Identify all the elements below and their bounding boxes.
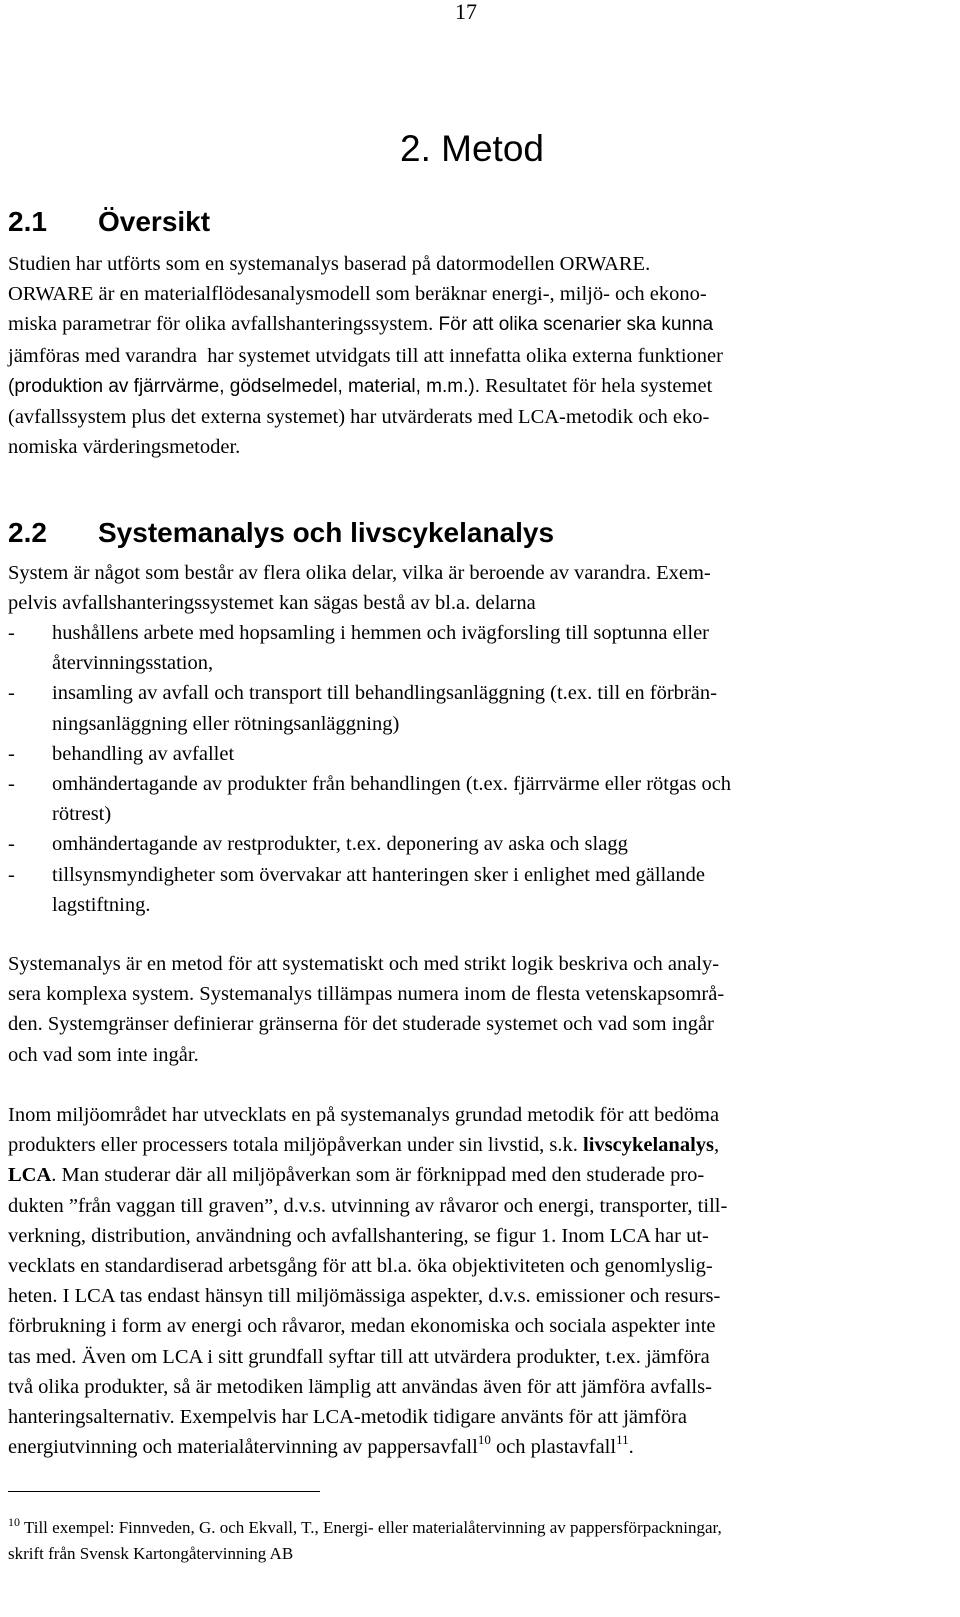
text-line: produkters eller processers totala miljöpåverkan under sin livstid, s.k. <box>8 1134 584 1157</box>
list-item <box>8 860 938 920</box>
text-line: Resultatet för hela systemet <box>480 374 713 397</box>
text-line: Studien har utförts som en systemanalys baserad på datormodellen ORWARE. <box>8 253 651 275</box>
text-line: pelvis avfallshanteringssystemet kan sägas bestå av bl.a. delarna <box>8 592 536 615</box>
list-dash: - <box>8 742 15 765</box>
list-item <box>8 678 938 738</box>
text-line: två olika produkter, så är metodiken lämplig att användas även för att jämföra avfalls- <box>8 1375 712 1398</box>
list-item <box>8 829 938 859</box>
text-line: . Man studerar där all miljöpåverkan som är förknippad med den studerade pro- <box>51 1164 705 1187</box>
system-parts-list <box>8 618 938 920</box>
page-number: 17 <box>455 0 477 24</box>
text-line: verkning, distribution, användning och avfallshantering, se figur 1. Inom LCA har ut- <box>8 1224 709 1247</box>
text-line: och vad som inte ingår. <box>8 1043 199 1066</box>
text-line: . <box>628 1436 634 1459</box>
text-line: nomiska värderingsmetoder. <box>8 436 241 459</box>
list-dash: - <box>8 622 15 644</box>
list-item-text: insamling av avfall och transport till behandlingsanläggning (t.ex. till en förbrän- <box>52 682 717 705</box>
text-line: ORWARE är en materialflödesanalysmodell som beräknar energi-, miljö- och ekono- <box>8 283 707 306</box>
list-item <box>8 769 938 829</box>
list-item <box>8 739 938 769</box>
section-title: Översikt <box>98 206 211 237</box>
section-number: 2.2 <box>8 517 47 548</box>
footnote-separator <box>8 1491 320 1492</box>
footnote <box>8 1515 948 1567</box>
list-item-text: återvinningsstation, <box>52 652 214 675</box>
text-line: hanteringsalternativ. Exempelvis har LCA-metodik tidigare använts för att jämföra <box>8 1406 687 1429</box>
text-line: miska parametrar för olika avfallshanteringssystem. <box>8 313 434 336</box>
list-dash: - <box>8 833 15 856</box>
section-title: Systemanalys och livscykelanalys <box>98 517 555 548</box>
list-item-text: omhändertagande av restprodukter, t.ex. deponering av aska och slagg <box>52 833 628 856</box>
systems-analysis-paragraph <box>8 949 928 1070</box>
list-item-text: omhändertagande av produkter från behandlingen (t.ex. fjärrvärme eller rötgas och <box>52 773 732 796</box>
footnote-ref-11: 11 <box>616 1432 629 1448</box>
text-line: vecklats en standardiserad arbetsgång för att bl.a. öka objektiviteten och genomlyslig- <box>8 1255 713 1278</box>
text-line: jämföras med varandra har systemet utvidgats till att innefatta olika externa funktioner <box>8 344 723 367</box>
list-item-text: rötrest) <box>52 803 112 826</box>
text-line: sera komplexa system. Systemanalys tillämpas numera inom de flesta vetenskapsområ- <box>8 983 725 1006</box>
footnote-text: Till exempel: Finnveden, G. och Ekvall, T., Energi- eller materialåtervinning av pappersförpackningar, <box>20 1518 722 1537</box>
footnote-number: 10 <box>8 1515 20 1529</box>
list-item-text: tillsynsmyndigheter som övervakar att hanteringen sker i enlighet med gällande <box>52 863 705 886</box>
lca-paragraph <box>8 1100 928 1462</box>
list-item <box>8 618 938 678</box>
section-number: 2.1 <box>8 206 47 237</box>
list-dash: - <box>8 863 15 886</box>
text-line: För att olika scenarier ska kunna <box>433 314 714 336</box>
text-line: den. Systemgränser definierar gränserna för det studerade systemet och vad som ingår <box>8 1013 714 1036</box>
overview-paragraph <box>8 249 928 462</box>
text-line: och plastavfall <box>490 1436 617 1459</box>
section-heading-overview <box>8 205 210 239</box>
footnote-ref-10: 10 <box>477 1432 491 1448</box>
text-line: , <box>714 1134 720 1157</box>
text-line: Inom miljöområdet har utvecklats en på systemanalys grundad metodik för att bedöma <box>8 1104 720 1126</box>
text-line: dukten ”från vaggan till graven”, d.v.s. utvinning av råvaror och energi, transporter, till- <box>8 1194 728 1217</box>
text-line: förbrukning i form av energi och råvaror, medan ekonomiska och sociala aspekter inte <box>8 1315 716 1338</box>
footnote-text: skrift från Svensk Kartongåtervinning AB <box>8 1544 294 1563</box>
list-item-text: behandling av avfallet <box>52 742 235 765</box>
term-lca: LCA <box>8 1164 52 1187</box>
chapter-title: 2. Metod <box>400 128 544 169</box>
systems-intro-paragraph <box>8 558 928 618</box>
text-line: Systemanalys är en metod för att systematiskt och med strikt logik beskriva och analy- <box>8 953 720 975</box>
list-item-text: ningsanläggning eller rötningsanläggning) <box>52 712 400 735</box>
term-livscykelanalys: livscykelanalys <box>583 1134 715 1157</box>
text-line: tas med. Även om LCA i sitt grundfall syftar till att utvärdera produkter, t.ex. jämföra <box>8 1345 710 1368</box>
list-item-text: lagstiftning. <box>52 893 151 916</box>
text-line: heten. I LCA tas endast hänsyn till miljömässiga aspekter, d.v.s. emissioner och resurs- <box>8 1285 721 1308</box>
text-line: energiutvinning och materialåtervinning av pappersavfall <box>8 1436 478 1459</box>
text-line: (produktion av fjärrvärme, gödselmedel, material, m.m.). <box>8 375 480 397</box>
text-line: (avfallssystem plus det externa systemet) har utvärderats med LCA-metodik och eko- <box>8 406 710 429</box>
text-line: System är något som består av flera olika delar, vilka är beroende av varandra. Exem- <box>8 562 711 584</box>
list-item-text: hushållens arbete med hopsamling i hemmen och ivägforsling till soptunna eller <box>52 622 709 644</box>
list-dash: - <box>8 682 15 705</box>
section-heading-systems <box>8 516 554 550</box>
list-dash: - <box>8 773 15 796</box>
